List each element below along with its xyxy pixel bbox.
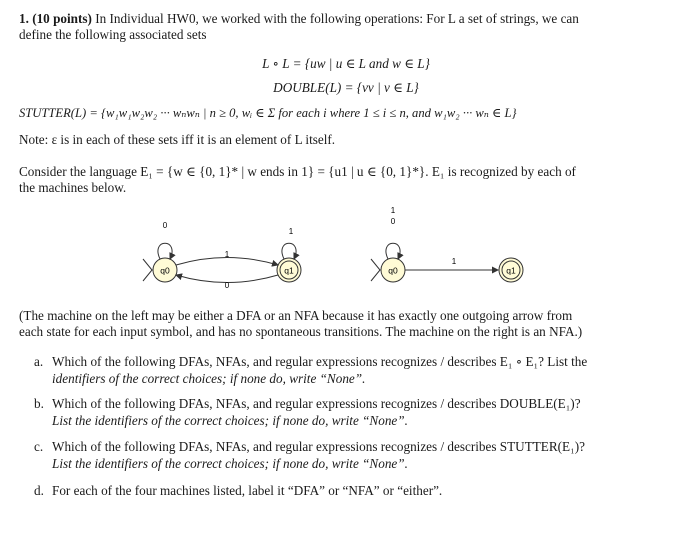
question-d-label: d. (34, 483, 44, 498)
question-b (0, 395, 692, 429)
question-a-label: a. (34, 354, 44, 369)
self-loop-q1-left-label: 1 (288, 227, 294, 236)
problem-intro-line1 (19, 10, 579, 27)
machines-diagram (0, 198, 692, 298)
question-b-label: b. (34, 396, 44, 411)
self-loop-q0-right-bottom-label: 0 (390, 217, 396, 226)
state-q1-right-label: q1 (506, 265, 516, 276)
state-q0-right-label: q0 (388, 265, 398, 276)
machine-right (371, 206, 523, 282)
start-arrow-left (143, 259, 152, 281)
question-c-line1: Which of the following DFAs, NFAs, and regular expressions recognizes / describes STUTTER(E₁)? (52, 439, 585, 454)
question-c-label: c. (34, 439, 44, 454)
state-q0-left-label: q0 (160, 265, 170, 276)
intro-text-1: In Individual HW0, we worked with the following operations: For L a set of strings, we can (95, 11, 579, 26)
self-loop-q0-right-top-label: 1 (390, 206, 396, 215)
question-c (0, 438, 692, 472)
start-arrow-right (371, 259, 380, 281)
note: Note: ε is in each of these sets iff it is an element of L itself. (19, 132, 336, 147)
self-loop-q0-left-label: 0 (162, 221, 168, 230)
question-a-line2: identifiers of the correct choices; if none do, write “None”. (52, 371, 366, 386)
machine-left (143, 221, 301, 290)
def-stutter: STUTTER(L) = {w₁w₁w₂w₂ ··· wₙwₙ | n ≥ 0, wᵢ ∈ Σ for each i where 1 ≤ i ≤ n, and w₁w₂ ··· wₙ ∈ L} (19, 106, 517, 120)
self-loop-q1-left (282, 243, 296, 259)
problem-points: (10 points) (32, 11, 92, 26)
self-loop-q0-right (386, 243, 400, 259)
question-a-line1: Which of the following DFAs, NFAs, and regular expressions recognizes / describes E₁ ∘ E₁? List the (52, 354, 588, 369)
language-line2: the machines below. (19, 180, 127, 195)
question-c-line2: List the identifiers of the correct choices; if none do, write “None”. (52, 456, 408, 471)
question-b-line2: List the identifiers of the correct choices; if none do, write “None”. (52, 413, 408, 428)
def-double: DOUBLE(L) = {vv | v ∈ L} (273, 80, 419, 95)
intro-text-2: define the following associated sets (19, 27, 207, 42)
problem-number: 1. (19, 11, 29, 26)
question-a (0, 353, 692, 387)
self-loop-q0-left (158, 243, 172, 259)
question-b-line1: Which of the following DFAs, NFAs, and regular expressions recognizes / describes DOUBLE(E₁)? (52, 396, 581, 411)
question-d-line1: For each of the four machines listed, label it “DFA” or “NFA” or “either”. (52, 483, 443, 498)
state-q1-left-label: q1 (284, 265, 294, 276)
edge-q0-q1-right-label: 1 (451, 257, 457, 266)
question-d (0, 482, 692, 500)
language-line1: Consider the language E₁ = {w ∈ {0, 1}* | w ends in 1} = {u1 | u ∈ {0, 1}*}. E₁ is recognized by each of (19, 164, 576, 179)
edge-q0-q1-left-label: 1 (224, 250, 230, 259)
paren-line2: each state for each input symbol, and has no spontaneous transitions. The machine on the right is an NFA.) (19, 324, 583, 339)
def-concat: L ∘ L = {uw | u ∈ L and w ∈ L} (262, 56, 430, 71)
paren-line1: (The machine on the left may be either a DFA or an NFA because it has exactly one outgoing arrow from (19, 308, 573, 323)
edge-q1-q0-left-label: 0 (224, 281, 230, 290)
